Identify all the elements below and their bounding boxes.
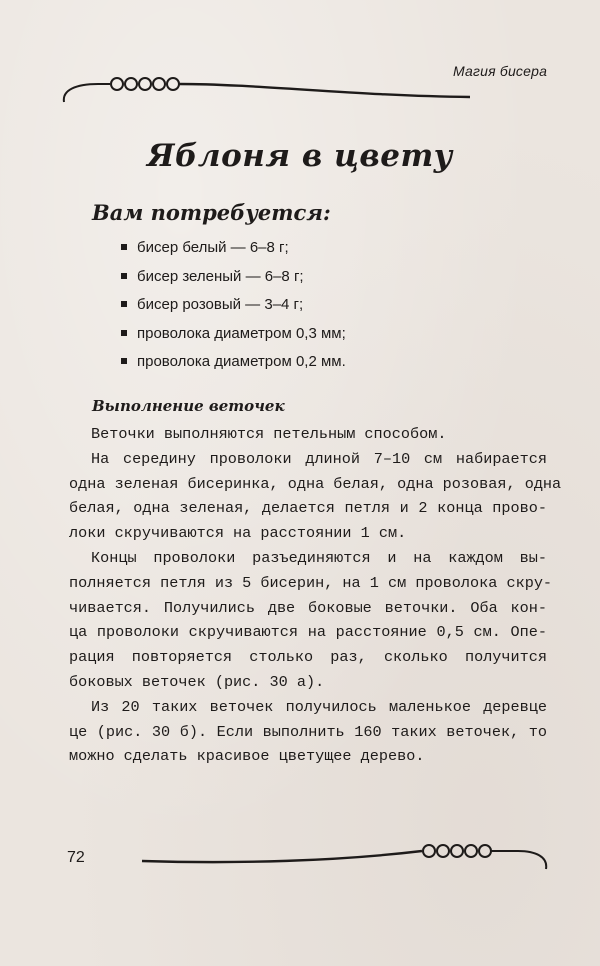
- text-line: Веточки выполняются петельным способом.: [91, 425, 447, 443]
- top-bead-ornament: [58, 70, 478, 110]
- text-line: ца проволоки скручиваются на расстояние 0,5 см. Опе-: [69, 623, 547, 642]
- running-head: Магия бисера: [453, 63, 548, 79]
- bottom-bead-ornament: [138, 835, 558, 875]
- body-text: [69, 422, 562, 769]
- section-heading: Выполнение веточек: [92, 397, 285, 415]
- text-line: локи скручиваются на расстоянии 1 см.: [69, 524, 407, 543]
- list-item: проволока диаметром 0,3 мм;: [121, 320, 346, 349]
- text-line: белая, одна зеленая, делается петля и 2 конца прово-: [69, 499, 547, 518]
- list-item: бисер зеленый — 6–8 г;: [121, 263, 346, 292]
- list-item: проволока диаметром 0,2 мм.: [121, 348, 346, 377]
- list-item: бисер белый — 6–8 г;: [121, 234, 346, 263]
- materials-list: [121, 234, 346, 377]
- page-title: Яблоня в цвету: [147, 138, 453, 174]
- text-line: рация повторяется столько раз, сколько получится: [69, 648, 547, 667]
- text-line: боковых веточек (рис. 30 а).: [69, 672, 325, 691]
- bullet-square-icon: [121, 358, 127, 364]
- list-item: бисер розовый — 3–4 г;: [121, 291, 346, 320]
- text-line: можно сделать красивое цветущее дерево.: [69, 747, 425, 766]
- bullet-square-icon: [121, 330, 127, 336]
- text-line: Концы проволоки разъединяются и на каждом вы-: [91, 548, 547, 567]
- text-line: чивается. Получились две боковые веточки. Оба кон-: [69, 598, 547, 617]
- bullet-square-icon: [121, 301, 127, 307]
- bullet-square-icon: [121, 244, 127, 250]
- text-line: На середину проволоки длиной 7–10 см набирается: [91, 449, 547, 468]
- text-line: одна зеленая бисеринка, одна белая, одна розовая, одна: [69, 474, 562, 493]
- text-line: це (рис. 30 б). Если выполнить 160 таких веточек, то: [69, 722, 547, 741]
- page-number: 72: [67, 849, 85, 866]
- text-line: полняется петля из 5 бисерин, на 1 см проволока скру-: [69, 573, 553, 592]
- materials-heading: Вам потребуется:: [92, 200, 331, 225]
- text-line: Из 20 таких веточек получилось маленькое деревце: [91, 697, 547, 716]
- bullet-square-icon: [121, 273, 127, 279]
